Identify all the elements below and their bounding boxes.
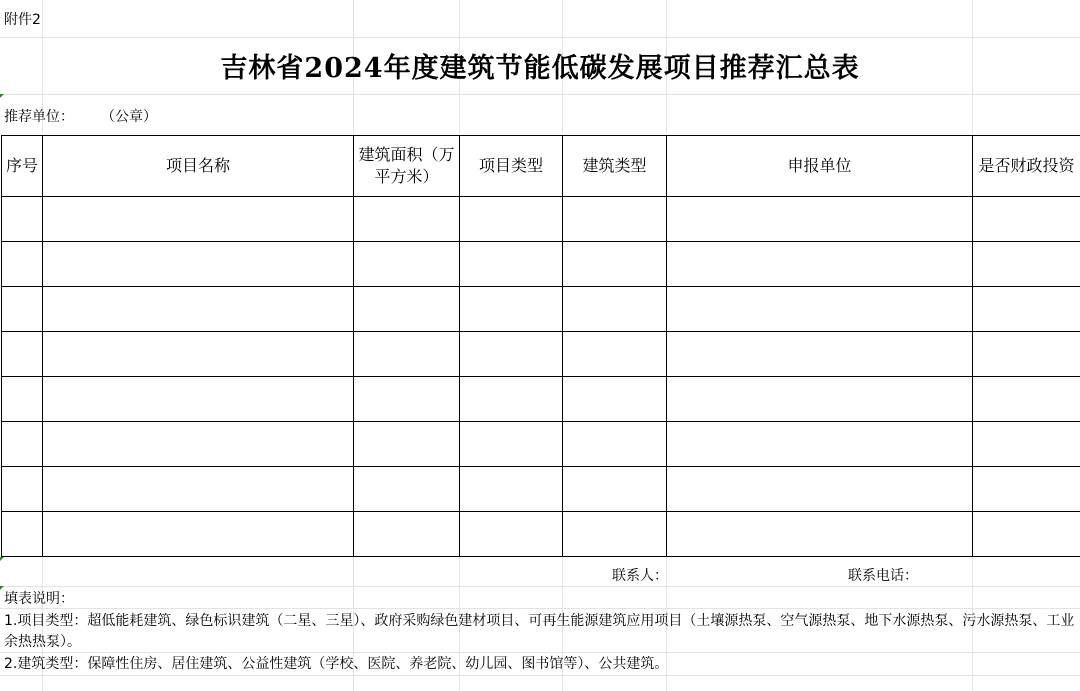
col-header-area: 建筑面积（万平方米）	[354, 136, 460, 197]
table-cell[interactable]	[2, 377, 43, 422]
table-cell[interactable]	[43, 467, 354, 512]
table-cell[interactable]	[460, 377, 563, 422]
table-cell[interactable]	[460, 422, 563, 467]
table-cell[interactable]	[667, 467, 973, 512]
table-cell[interactable]	[973, 377, 1080, 422]
table-cell[interactable]	[460, 467, 563, 512]
table-cell[interactable]	[43, 332, 354, 377]
col-header-seq: 序号	[2, 136, 43, 197]
table-cell[interactable]	[667, 332, 973, 377]
summary-table	[1, 135, 1080, 557]
table-cell[interactable]	[43, 287, 354, 332]
grid-line	[0, 586, 1080, 587]
table-cell[interactable]	[973, 512, 1080, 557]
table-cell[interactable]	[667, 287, 973, 332]
table-row	[2, 512, 1080, 557]
table-cell[interactable]	[354, 422, 460, 467]
attachment-label: 附件2	[4, 12, 41, 28]
table-cell[interactable]	[2, 332, 43, 377]
table-cell[interactable]	[354, 467, 460, 512]
table-cell[interactable]	[43, 512, 354, 557]
table-cell[interactable]	[354, 287, 460, 332]
table-cell[interactable]	[563, 197, 667, 242]
table-cell[interactable]	[667, 422, 973, 467]
recommend-unit-label: 推荐单位：	[4, 109, 74, 125]
table-cell[interactable]	[563, 287, 667, 332]
col-header-project-name: 项目名称	[43, 136, 354, 197]
table-cell[interactable]	[2, 467, 43, 512]
col-header-fiscal: 是否财政投资	[973, 136, 1080, 197]
table-cell[interactable]	[460, 242, 563, 287]
official-seal-note: （公章）	[108, 109, 157, 125]
instruction-item-2: 2.建筑类型：保障性住房、居住建筑、公益性建筑（学校、医院、养老院、幼儿园、图书馆等）、公共建筑。	[4, 655, 669, 672]
table-body	[2, 197, 1080, 557]
table-cell[interactable]	[460, 512, 563, 557]
table-cell[interactable]	[563, 422, 667, 467]
instruction-item-1: 1.项目类型：超低能耗建筑、绿色标识建筑（二星、三星）、政府采购绿色建材项目、可再生能源建筑应用项目（土壤源热泵、空气源热泵、地下水源热泵、污水源热泵、工业余热热泵）。	[4, 612, 1075, 650]
table-row	[2, 467, 1080, 512]
table-cell[interactable]	[563, 332, 667, 377]
table-row	[2, 197, 1080, 242]
contact-phone-label: 联系电话：	[848, 568, 918, 584]
table-cell[interactable]	[973, 242, 1080, 287]
table-cell[interactable]	[2, 287, 43, 332]
table-cell[interactable]	[563, 467, 667, 512]
cell-marker	[0, 94, 4, 98]
table-cell[interactable]	[460, 332, 563, 377]
table-header-row	[2, 136, 1080, 197]
table-cell[interactable]	[973, 467, 1080, 512]
table-cell[interactable]	[43, 422, 354, 467]
table-cell[interactable]	[667, 242, 973, 287]
col-header-project-type: 项目类型	[460, 136, 563, 197]
table-cell[interactable]	[43, 242, 354, 287]
table-cell[interactable]	[973, 287, 1080, 332]
recommend-unit-line	[4, 106, 157, 126]
table-cell[interactable]	[43, 197, 354, 242]
table-row	[2, 332, 1080, 377]
table-cell[interactable]	[354, 332, 460, 377]
table-cell[interactable]	[2, 422, 43, 467]
contact-person-label: 联系人：	[612, 568, 668, 584]
table-cell[interactable]	[667, 377, 973, 422]
table-cell[interactable]	[2, 242, 43, 287]
instructions-heading: 填表说明：	[4, 591, 74, 607]
table-cell[interactable]	[973, 332, 1080, 377]
table-cell[interactable]	[354, 377, 460, 422]
col-header-applicant: 申报单位	[667, 136, 973, 197]
col-header-building-type: 建筑类型	[563, 136, 667, 197]
table-cell[interactable]	[2, 512, 43, 557]
table-cell[interactable]	[354, 242, 460, 287]
table-cell[interactable]	[2, 197, 43, 242]
grid-line	[0, 675, 1080, 676]
grid-line	[0, 37, 1080, 38]
cell-marker	[0, 557, 4, 561]
table-cell[interactable]	[354, 512, 460, 557]
table-row	[2, 422, 1080, 467]
fill-instructions	[4, 589, 1076, 675]
table-cell[interactable]	[667, 512, 973, 557]
table-cell[interactable]	[563, 242, 667, 287]
page-title: 吉林省2024年度建筑节能低碳发展项目推荐汇总表	[220, 53, 860, 84]
table-cell[interactable]	[563, 512, 667, 557]
table-cell[interactable]	[667, 197, 973, 242]
grid-line	[0, 94, 1080, 95]
table-cell[interactable]	[973, 422, 1080, 467]
table-cell[interactable]	[973, 197, 1080, 242]
table-row	[2, 242, 1080, 287]
table-cell[interactable]	[563, 377, 667, 422]
table-cell[interactable]	[43, 377, 354, 422]
table-row	[2, 377, 1080, 422]
table-cell[interactable]	[460, 197, 563, 242]
table-cell[interactable]	[354, 197, 460, 242]
table-cell[interactable]	[460, 287, 563, 332]
table-row	[2, 287, 1080, 332]
